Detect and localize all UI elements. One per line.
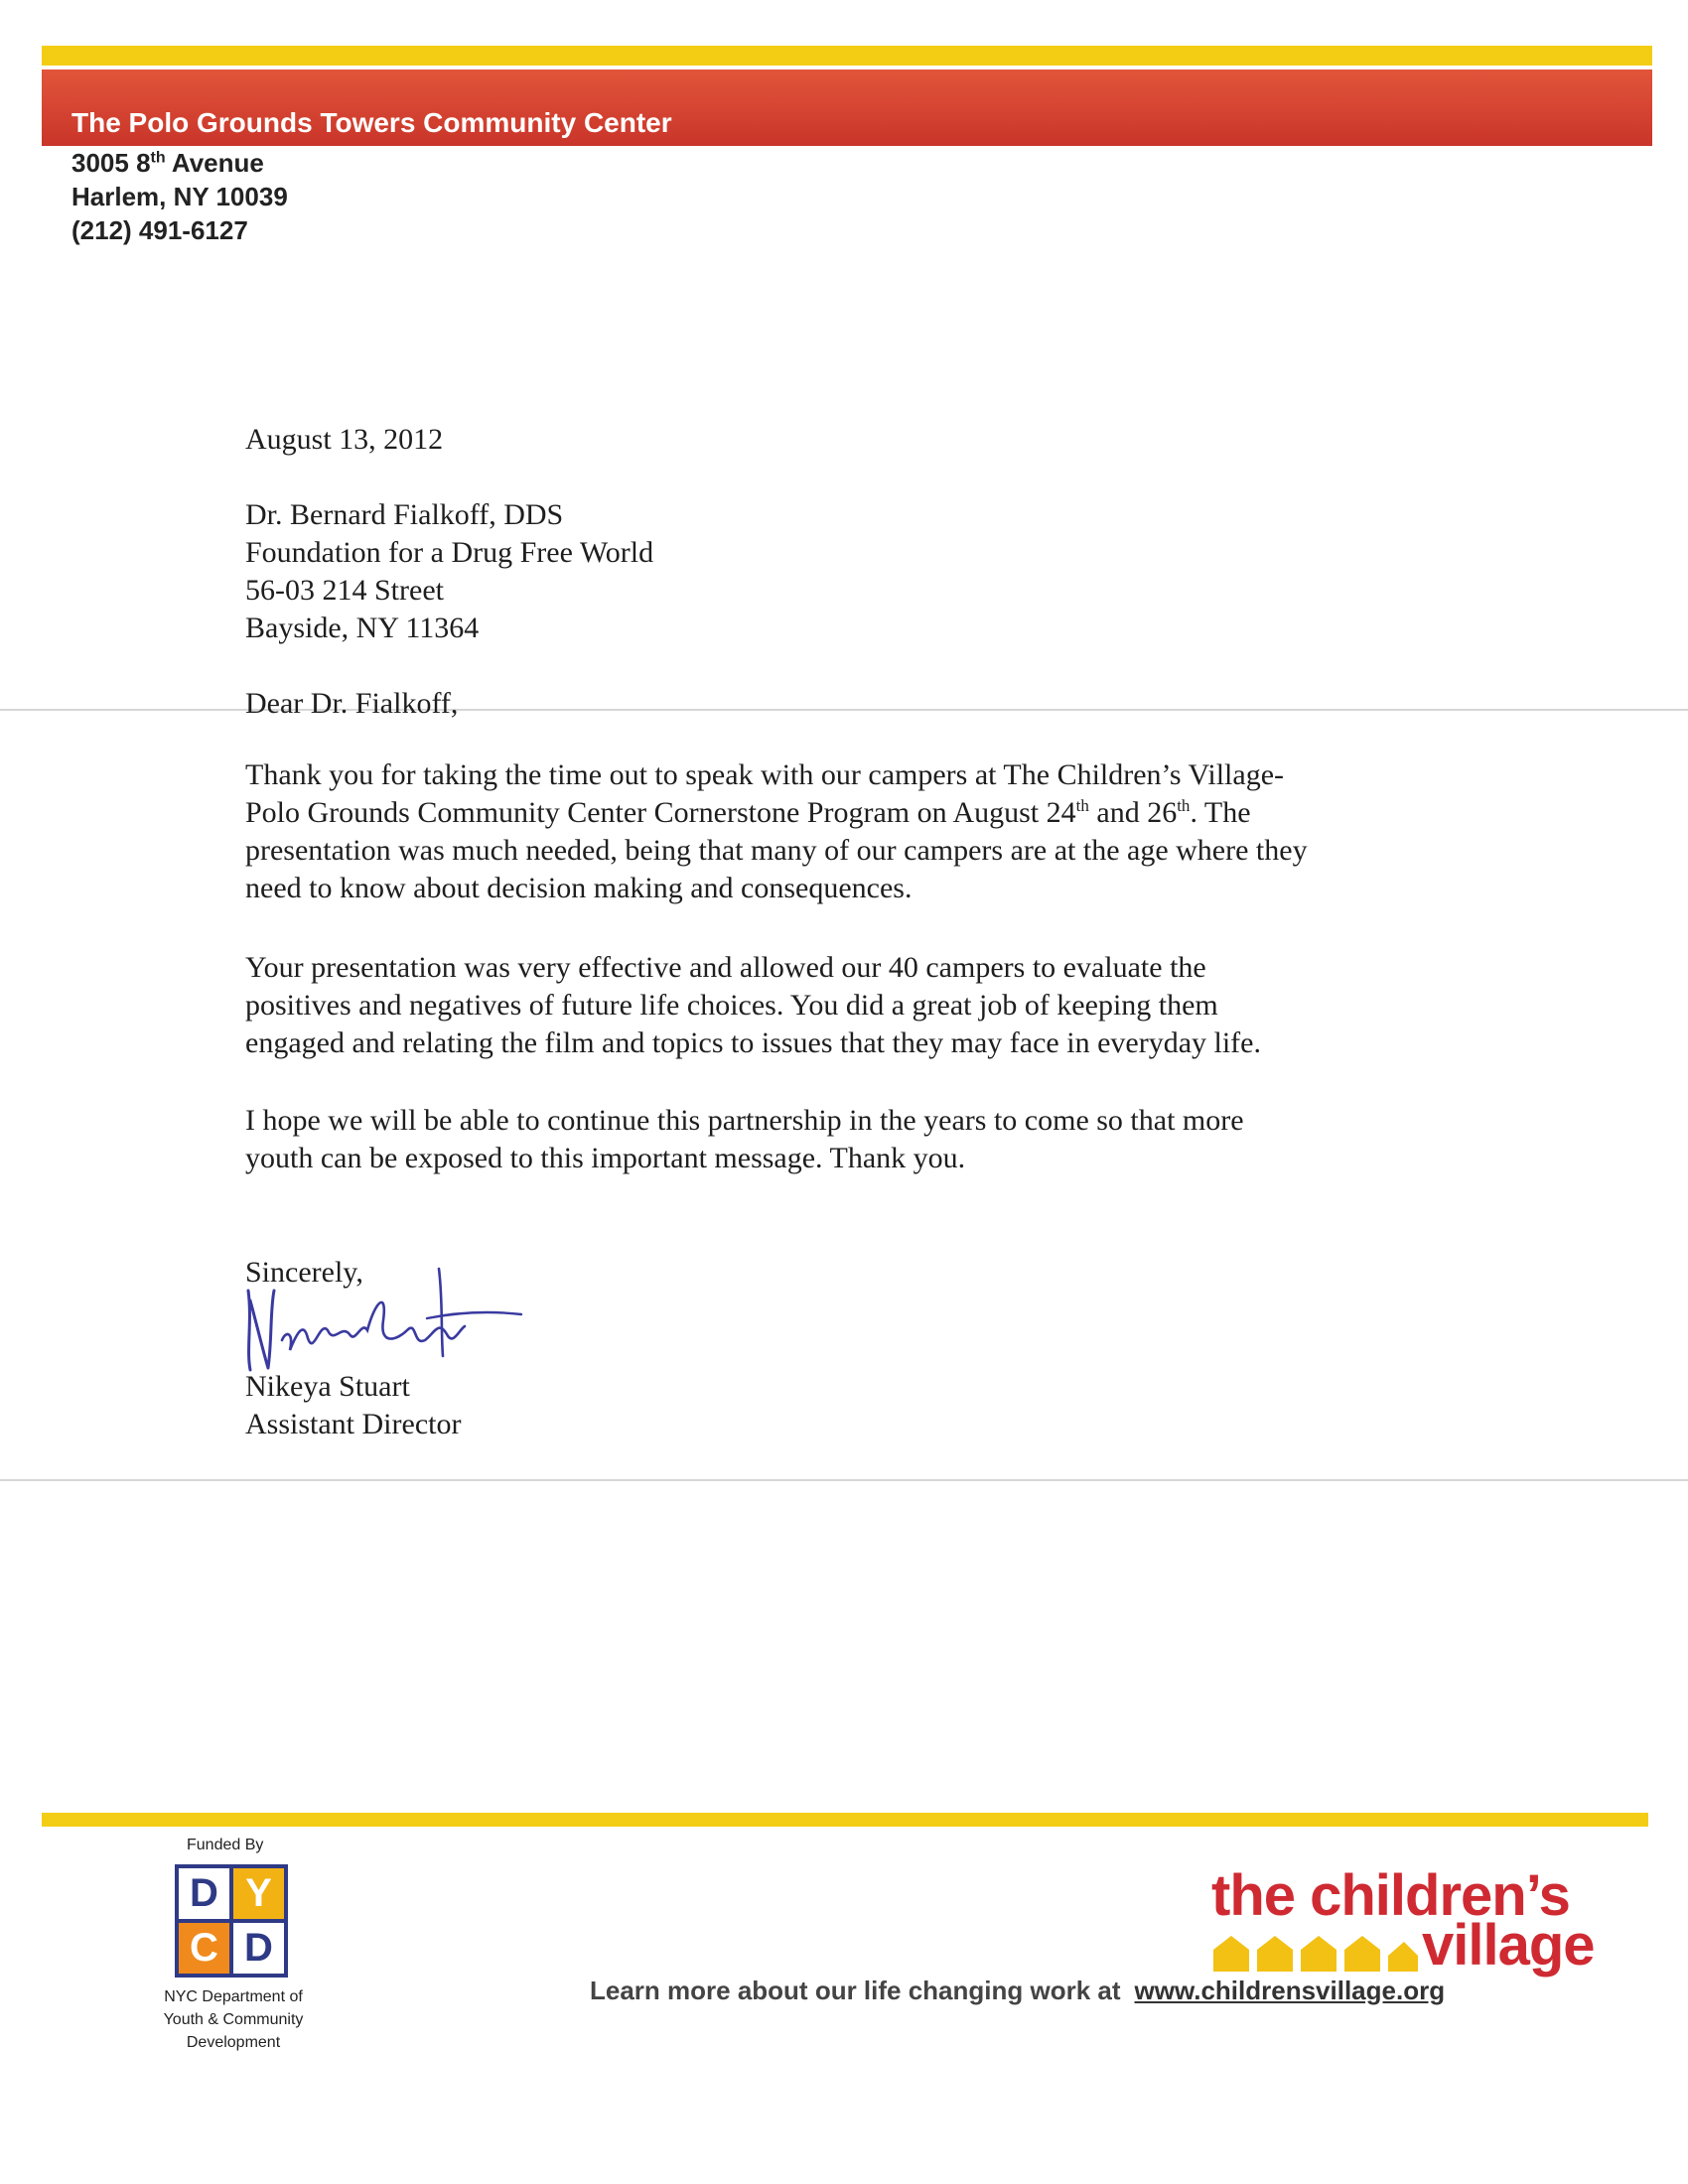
recipient-block bbox=[245, 496, 653, 647]
ordinal-suffix: th bbox=[1075, 796, 1089, 815]
recipient-name: Dr. Bernard Fialkoff, DDS bbox=[245, 498, 564, 531]
funded-by-label: Funded By bbox=[187, 1837, 264, 1853]
dycd-department-name bbox=[139, 1985, 328, 2054]
recipient-city: Bayside, NY 11364 bbox=[245, 612, 480, 644]
signer-name: Nikeya Stuart bbox=[245, 1370, 410, 1403]
dycd-logo bbox=[175, 1864, 288, 1978]
page-fold-line bbox=[0, 1479, 1688, 1481]
footer-yellow-band bbox=[42, 1813, 1648, 1827]
dycd-letter: C bbox=[179, 1923, 229, 1974]
letterhead-yellow-band bbox=[42, 46, 1652, 66]
paragraph-line: presentation was much needed, being that many of our campers are at the age where they bbox=[245, 834, 1308, 867]
signer-block bbox=[245, 1368, 461, 1443]
paragraph-1 bbox=[245, 756, 1308, 907]
street-number: 3005 8 bbox=[71, 148, 151, 178]
text-run: and 26 bbox=[1088, 796, 1178, 829]
dycd-letter: D bbox=[233, 1923, 284, 1974]
paragraph-line: positives and negatives of future life choices. You did a great job of keeping them bbox=[245, 989, 1218, 1022]
houses-icon bbox=[1211, 1932, 1420, 1976]
recipient-street: 56-03 214 Street bbox=[245, 574, 444, 607]
paragraph-line: youth can be exposed to this important message. Thank you. bbox=[245, 1142, 966, 1174]
paragraph-line: Thank you for taking the time out to speak with our campers at The Children’s Village- bbox=[245, 758, 1285, 791]
address-street bbox=[71, 148, 264, 179]
dycd-letter: Y bbox=[233, 1868, 284, 1919]
text-run: . The bbox=[1190, 796, 1251, 829]
address-city: Harlem, NY 10039 bbox=[71, 182, 288, 211]
text-run: Polo Grounds Community Center Cornerstone Program on August 24 bbox=[245, 796, 1076, 829]
dycd-letter: D bbox=[179, 1868, 229, 1919]
ordinal-suffix: th bbox=[1177, 796, 1191, 815]
salutation: Dear Dr. Fialkoff, bbox=[245, 687, 459, 720]
letter-date: August 13, 2012 bbox=[245, 423, 444, 456]
paragraph-line: Your presentation was very effective and allowed our 40 campers to evaluate the bbox=[245, 951, 1206, 984]
organization-name: The Polo Grounds Towers Community Center bbox=[71, 107, 672, 138]
childrens-village-logo-line1: the children’s bbox=[1211, 1863, 1570, 1928]
recipient-organization: Foundation for a Drug Free World bbox=[245, 536, 654, 569]
dept-line: NYC Department of bbox=[164, 1988, 303, 2005]
paragraph-line: need to know about decision making and consequences. bbox=[245, 872, 913, 904]
website-link[interactable]: www.childrensvillage.org bbox=[1134, 1976, 1446, 2005]
handwritten-signature bbox=[238, 1261, 536, 1380]
paragraph-2 bbox=[245, 949, 1261, 1062]
learn-more-label: Learn more about our life changing work at bbox=[590, 1976, 1121, 2005]
address-phone: (212) 491-6127 bbox=[71, 215, 248, 245]
closing: Sincerely, bbox=[245, 1256, 363, 1289]
paragraph-line: engaged and relating the film and topics to issues that they may face in everyday life. bbox=[245, 1026, 1261, 1059]
paragraph-line: I hope we will be able to continue this partnership in the years to come so that more bbox=[245, 1104, 1244, 1137]
ordinal-suffix: th bbox=[150, 149, 166, 167]
paragraph-3 bbox=[245, 1102, 1244, 1177]
dept-line: Youth & Community bbox=[163, 2011, 304, 2028]
learn-more-text bbox=[590, 1976, 1445, 2006]
dept-line: Development bbox=[186, 2034, 281, 2051]
paragraph-line bbox=[245, 794, 1308, 832]
street-name: Avenue bbox=[165, 148, 264, 178]
signer-title: Assistant Director bbox=[245, 1408, 462, 1440]
childrens-village-logo-line2: village bbox=[1422, 1913, 1595, 1978]
